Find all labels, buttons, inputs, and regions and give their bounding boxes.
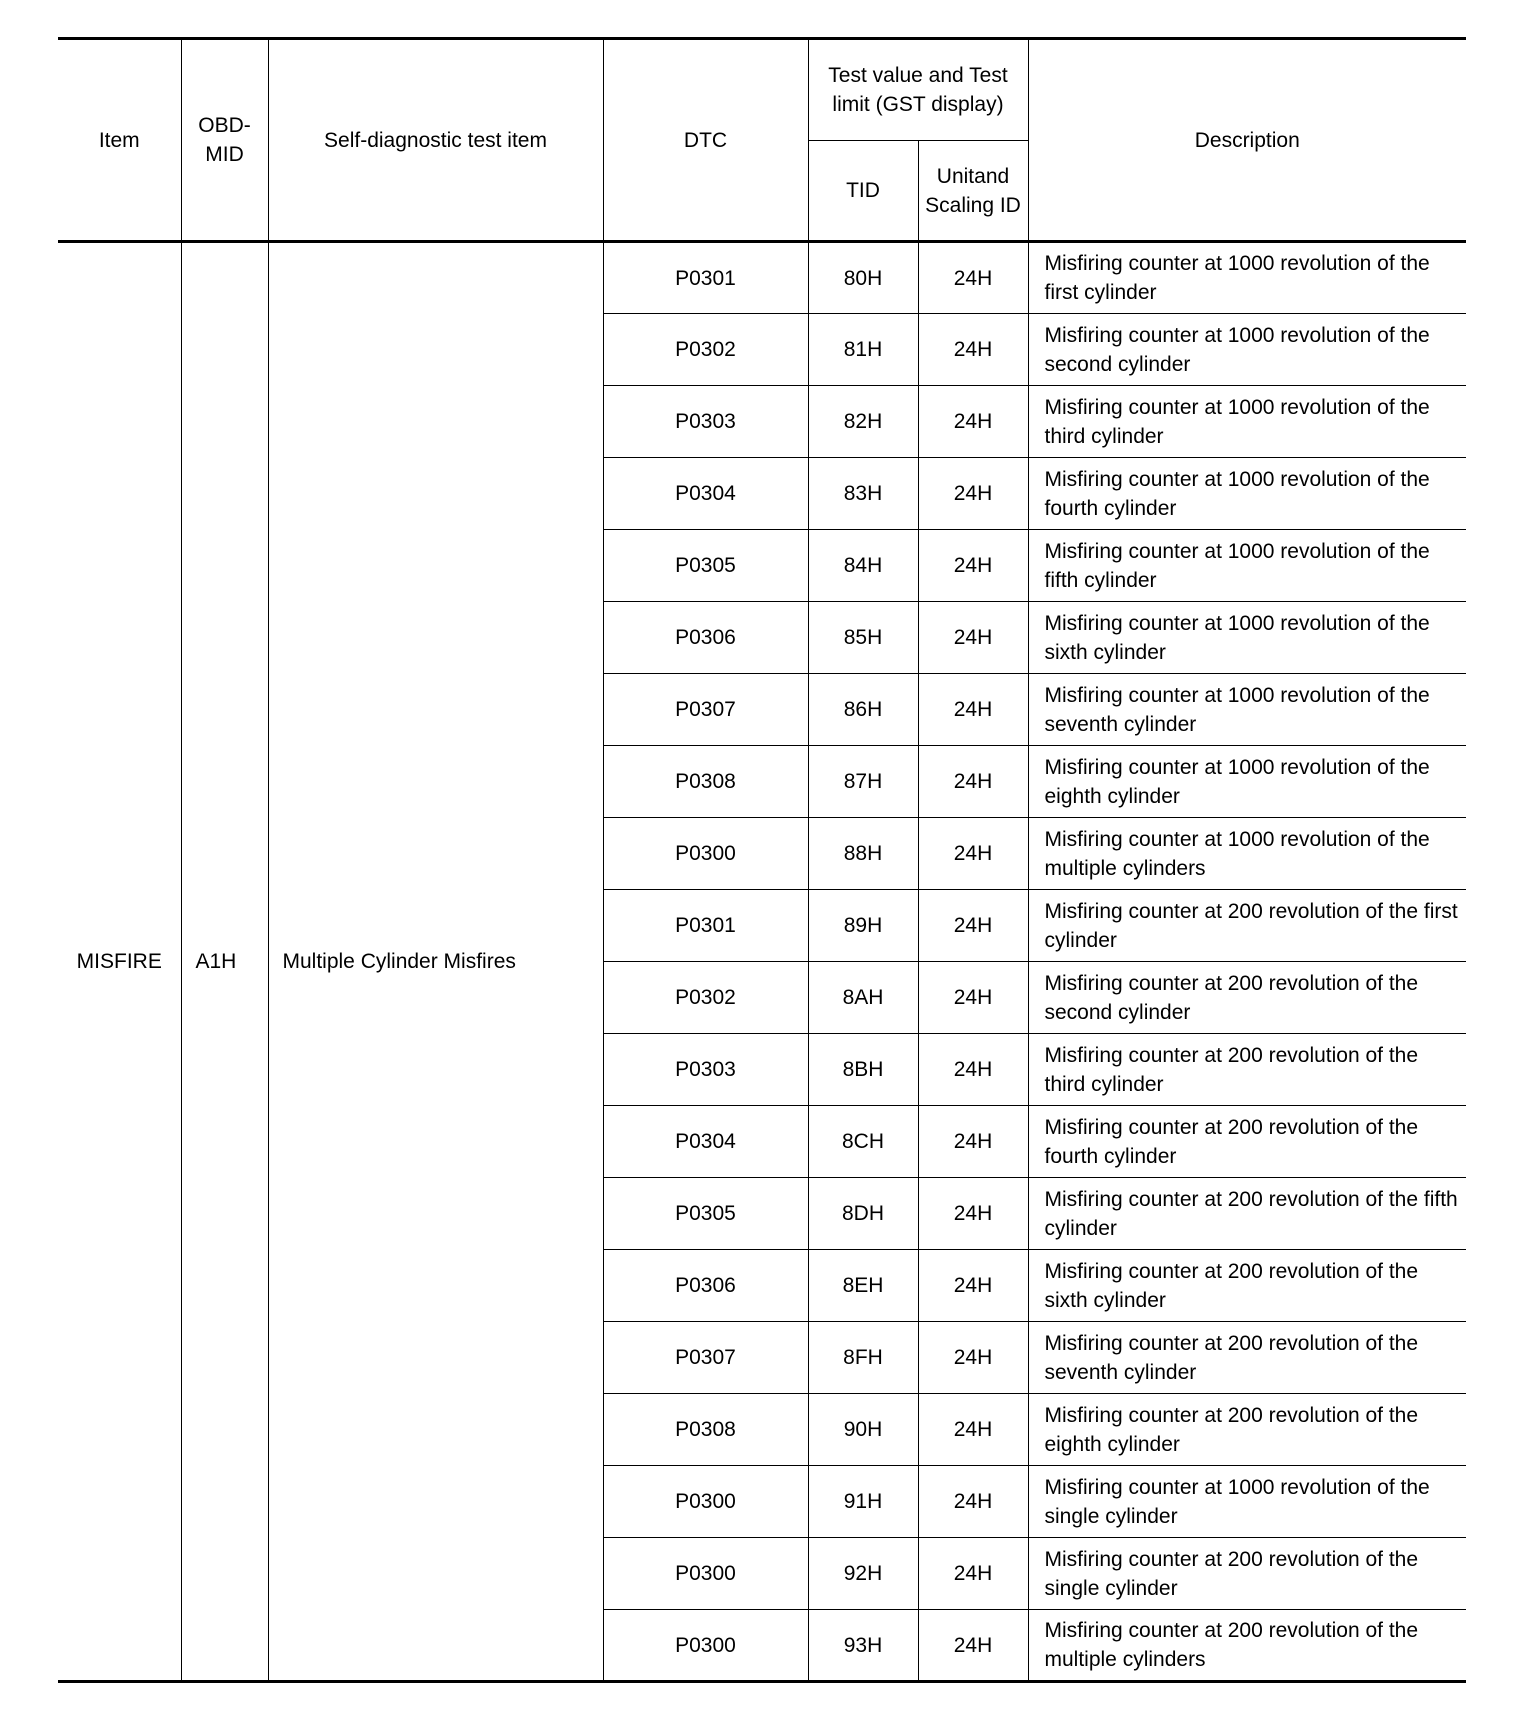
table-row [58,242,1466,314]
description-cell: Misfiring counter at 1000 revolution of the fifth cylinder [1028,530,1466,602]
tid-cell: 80H [808,242,918,314]
dtc-cell: P0300 [603,1610,808,1682]
unit-scaling-cell: 24H [918,530,1028,602]
unit-scaling-cell: 24H [918,1250,1028,1322]
tid-cell: 82H [808,386,918,458]
tid-cell: 8DH [808,1178,918,1250]
description-cell: Misfiring counter at 1000 revolution of the eighth cylinder [1028,746,1466,818]
tid-cell: 88H [808,818,918,890]
dtc-cell: P0301 [603,890,808,962]
header-dtc: DTC [603,39,808,242]
description-cell: Misfiring counter at 1000 revolution of the sixth cylinder [1028,602,1466,674]
dtc-cell: P0304 [603,1106,808,1178]
unit-scaling-cell: 24H [918,458,1028,530]
header-test-value: Test value and Test limit (GST display) [808,39,1028,141]
description-cell: Misfiring counter at 1000 revolution of the third cylinder [1028,386,1466,458]
description-cell: Misfiring counter at 200 revolution of the fourth cylinder [1028,1106,1466,1178]
tid-cell: 91H [808,1466,918,1538]
dtc-cell: P0306 [603,602,808,674]
description-cell: Misfiring counter at 200 revolution of the seventh cylinder [1028,1322,1466,1394]
unit-scaling-cell: 24H [918,1034,1028,1106]
table-header [58,39,1466,242]
unit-scaling-cell: 24H [918,1394,1028,1466]
unit-scaling-cell: 24H [918,602,1028,674]
header-row [58,39,1466,141]
description-cell: Misfiring counter at 200 revolution of the second cylinder [1028,962,1466,1034]
dtc-cell: P0300 [603,818,808,890]
description-cell: Misfiring counter at 1000 revolution of the seventh cylinder [1028,674,1466,746]
tid-cell: 8AH [808,962,918,1034]
tid-cell: 83H [808,458,918,530]
unit-scaling-cell: 24H [918,746,1028,818]
unit-scaling-cell: 24H [918,962,1028,1034]
description-cell: Misfiring counter at 1000 revolution of the multiple cylinders [1028,818,1466,890]
header-tid: TID [808,141,918,242]
unit-scaling-cell: 24H [918,1178,1028,1250]
tid-cell: 87H [808,746,918,818]
tid-cell: 85H [808,602,918,674]
unit-scaling-cell: 24H [918,1538,1028,1610]
dtc-cell: P0302 [603,962,808,1034]
header-self-diagnostic-test-item: Self-diagnostic test item [268,39,603,242]
header-obd-mid: OBD-MID [181,39,268,242]
unit-scaling-cell: 24H [918,1466,1028,1538]
tid-cell: 93H [808,1610,918,1682]
dtc-cell: P0308 [603,746,808,818]
description-cell: Misfiring counter at 200 revolution of the fifth cylinder [1028,1178,1466,1250]
unit-scaling-cell: 24H [918,1610,1028,1682]
tid-cell: 81H [808,314,918,386]
unit-scaling-cell: 24H [918,674,1028,746]
description-cell: Misfiring counter at 200 revolution of the eighth cylinder [1028,1394,1466,1466]
description-cell: Misfiring counter at 200 revolution of the first cylinder [1028,890,1466,962]
dtc-cell: P0308 [603,1394,808,1466]
table-body [58,242,1466,1682]
dtc-cell: P0303 [603,1034,808,1106]
description-cell: Misfiring counter at 200 revolution of the sixth cylinder [1028,1250,1466,1322]
dtc-cell: P0300 [603,1538,808,1610]
unit-scaling-cell: 24H [918,314,1028,386]
description-cell: Misfiring counter at 1000 revolution of the first cylinder [1028,242,1466,314]
description-cell: Misfiring counter at 1000 revolution of the fourth cylinder [1028,458,1466,530]
unit-scaling-cell: 24H [918,242,1028,314]
unit-scaling-cell: 24H [918,386,1028,458]
dtc-cell: P0302 [603,314,808,386]
unit-scaling-cell: 24H [918,1106,1028,1178]
tid-cell: 89H [808,890,918,962]
dtc-cell: P0300 [603,1466,808,1538]
tid-cell: 84H [808,530,918,602]
header-item: Item [58,39,181,242]
item-cell: MISFIRE [58,242,181,1682]
header-description: Description [1028,39,1466,242]
tid-cell: 8CH [808,1106,918,1178]
tid-cell: 8BH [808,1034,918,1106]
obd-test-table [58,37,1466,1683]
description-cell: Misfiring counter at 200 revolution of the single cylinder [1028,1538,1466,1610]
description-cell: Misfiring counter at 200 revolution of the third cylinder [1028,1034,1466,1106]
dtc-cell: P0307 [603,674,808,746]
obd-mid-cell: A1H [181,242,268,1682]
unit-scaling-cell: 24H [918,818,1028,890]
tid-cell: 8EH [808,1250,918,1322]
dtc-cell: P0306 [603,1250,808,1322]
self-diagnostic-item-cell: Multiple Cylinder Misfires [268,242,603,1682]
description-cell: Misfiring counter at 1000 revolution of the single cylinder [1028,1466,1466,1538]
dtc-cell: P0305 [603,1178,808,1250]
dtc-cell: P0304 [603,458,808,530]
tid-cell: 86H [808,674,918,746]
header-unit-scaling-id: Unitand Scaling ID [918,141,1028,242]
dtc-cell: P0301 [603,242,808,314]
tid-cell: 92H [808,1538,918,1610]
unit-scaling-cell: 24H [918,1322,1028,1394]
tid-cell: 8FH [808,1322,918,1394]
dtc-cell: P0305 [603,530,808,602]
dtc-cell: P0307 [603,1322,808,1394]
unit-scaling-cell: 24H [918,890,1028,962]
description-cell: Misfiring counter at 1000 revolution of the second cylinder [1028,314,1466,386]
tid-cell: 90H [808,1394,918,1466]
description-cell: Misfiring counter at 200 revolution of the multiple cylinders [1028,1610,1466,1682]
dtc-cell: P0303 [603,386,808,458]
